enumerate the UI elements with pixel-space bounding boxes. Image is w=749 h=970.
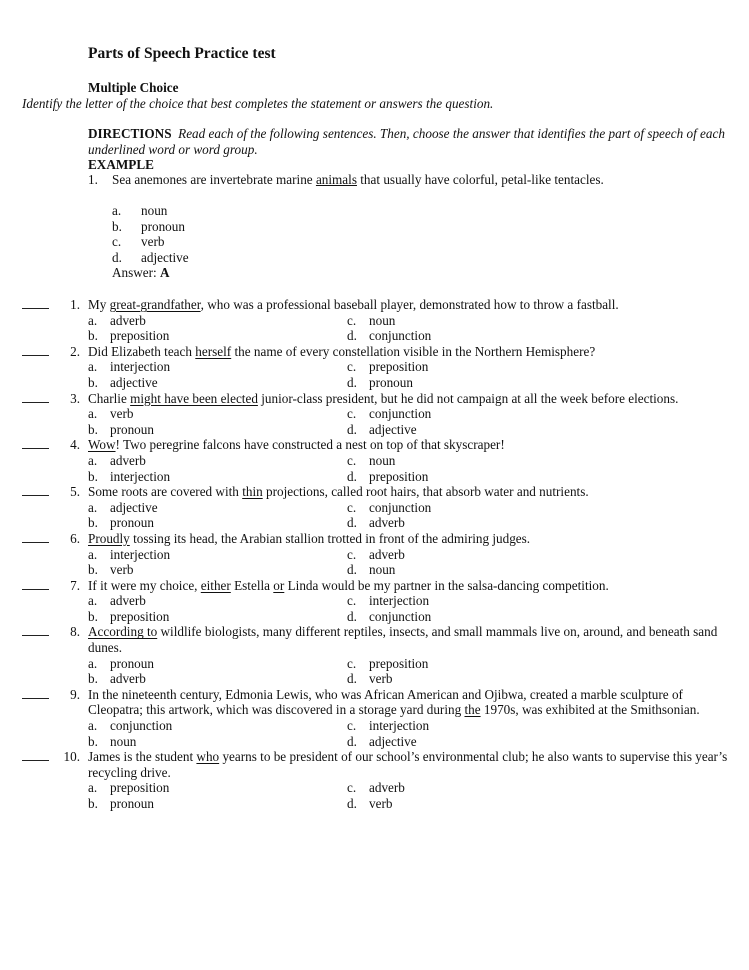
option-letter: d. [347,671,357,687]
underlined-word: herself [195,343,232,359]
underlined-word: According to [88,624,158,640]
answer-option [88,593,347,609]
option-text: adjective [369,421,417,437]
option-text: noun [110,733,137,749]
question-stem [88,624,728,655]
option-text: interjection [369,718,430,734]
option-letter: d. [112,249,122,265]
answer-options [88,547,749,578]
option-text: verb [110,562,134,578]
option-text: adverb [110,671,146,687]
question-item [0,391,749,438]
stem-text: If it were my choice, [88,577,201,593]
question-number: 8. [70,624,80,640]
stem-text: James is the student [88,749,197,765]
option-letter: b. [88,374,98,390]
option-letter: c. [347,780,357,796]
option-letter: a. [88,780,98,796]
option-text: noun [141,203,168,218]
option-text: interjection [110,468,171,484]
stem-text: junior-class president, but he did not campaign at all the week before elections. [257,390,679,406]
question-item [0,578,749,625]
question-item [0,297,749,344]
option-text: preposition [110,328,170,344]
section-instruction: Identify the letter of the choice that best completes the statement or answers the question. [22,96,494,111]
example-option [112,250,189,266]
option-text: adverb [369,546,405,562]
underlined-word: great-grandfather [109,297,201,312]
option-text: conjunction [110,718,173,734]
example-option [112,203,189,219]
answer-option [347,469,647,485]
option-text: pronoun [110,515,154,531]
answer-options [88,780,749,811]
example-options [112,203,189,265]
answer-value: A [159,265,170,280]
stem-text: yearns to be president of our school’s environmental club; he also wants to supervise this year’s recycling drive. [88,749,728,780]
stem-text: tossing its head, the Arabian stallion trotted in front of the admiring judges. [129,530,531,546]
stem-text: projections, called root hairs, that absorb water and nutrients. [262,484,589,500]
underlined-word: the [464,702,481,718]
option-letter: a. [112,203,122,218]
option-letter: c. [347,452,357,468]
answer-option [88,500,347,516]
option-letter: d. [347,515,357,531]
option-letter: d. [347,328,357,344]
option-letter: b. [112,218,122,234]
answer-option [88,422,347,438]
option-letter: a. [88,593,98,609]
option-text: adjective [110,374,158,390]
option-letter: b. [88,733,98,749]
option-letter: a. [88,499,98,515]
option-letter: b. [88,562,98,578]
question-item [0,687,749,749]
example-number: 1. [88,172,98,187]
stem-text: wildlife biologists, many different reptiles, insects, and small mammals live on, around, and beneath sand dunes. [88,624,718,656]
stem-text: , who was a professional baseball player, demonstrated how to throw a fastball. [200,297,619,312]
underlined-word: Proudly [88,530,130,546]
option-letter: c. [347,406,357,422]
option-text: adjective [110,499,158,515]
stem-text: In the nineteenth century, Edmonia Lewis, who was African American and Ojibwa, created a marble sculpture of Cleopatra; this artwork, which was discovered in a storage yard during [88,686,683,718]
answer-options [88,500,749,531]
directions-text: Read each of the following sentences. Then, choose the answer that identifies the part of speech of each underlined word or word group. [88,126,725,157]
stem-text: 1970s, was exhibited at the Smithsonian. [480,702,700,718]
option-text: adjective [369,733,417,749]
answer-option [88,718,347,734]
option-text: adverb [110,593,146,609]
option-letter: b. [88,515,98,531]
option-text: adverb [369,515,405,531]
answer-options [88,313,749,344]
answer-option [347,375,647,391]
answer-option [88,359,347,375]
answer-option [88,780,347,796]
answer-option [88,515,347,531]
option-text: interjection [369,593,430,609]
answer-blank[interactable] [22,749,49,761]
option-text: adverb [110,452,146,468]
answer-option [347,359,647,375]
answer-option [88,406,347,422]
option-text: adverb [110,312,146,328]
option-letter: c. [347,593,357,609]
option-text: preposition [369,468,429,484]
answer-option [347,609,647,625]
answer-label: Answer: [112,265,160,280]
option-text: adjective [141,249,189,265]
option-text: interjection [110,546,171,562]
question-stem [88,391,728,407]
answer-option [347,593,647,609]
option-text: pronoun [110,796,154,811]
answer-option [88,453,347,469]
answer-option [347,515,647,531]
answer-options [88,593,749,624]
answer-options [88,656,749,687]
question-item [0,344,749,391]
answer-option [88,796,347,812]
option-letter: a. [88,359,98,375]
underlined-word: animals [315,172,357,187]
option-letter: c. [112,234,122,250]
answer-option [347,734,647,750]
option-text: verb [369,671,393,687]
option-letter: b. [88,671,98,687]
answer-options [88,359,749,390]
option-letter: b. [88,468,98,484]
option-text: pronoun [141,218,185,234]
option-letter: c. [347,499,357,515]
example-question [88,172,608,188]
answer-blank[interactable] [22,531,49,543]
option-letter: d. [347,562,357,578]
option-letter: a. [88,718,98,734]
option-letter: b. [88,608,98,624]
answer-option [88,469,347,485]
answer-option [88,562,347,578]
question-stem [88,578,728,594]
stem-text: Sea anemones are invertebrate marine [112,172,316,187]
option-letter: b. [88,421,98,437]
question-item [0,749,749,811]
answer-option [347,780,647,796]
answer-blank[interactable] [22,391,49,403]
option-letter: c. [347,718,357,734]
option-letter: a. [88,452,98,468]
option-text: conjunction [369,406,432,422]
option-text: interjection [110,359,171,375]
answer-option [88,313,347,329]
answer-options [88,718,749,749]
option-letter: b. [88,796,98,811]
option-text: preposition [110,780,170,796]
stem-text: Estella [230,577,274,593]
answer-blank[interactable] [22,687,49,699]
option-letter: b. [88,328,98,344]
answer-option [88,547,347,563]
answer-option [347,313,647,329]
question-number: 1. [70,297,80,312]
question-stem [88,687,728,718]
answer-option [88,609,347,625]
stem-text: ! Two peregrine falcons have constructed a nest on top of that skyscraper! [115,437,505,453]
option-text: pronoun [110,421,154,437]
question-number: 9. [70,686,80,702]
directions-label: DIRECTIONS [88,126,172,141]
stem-text: Some roots are covered with [88,484,243,500]
option-text: conjunction [369,499,432,515]
stem-text: My [88,297,110,312]
question-number: 7. [70,577,80,593]
option-text: pronoun [369,374,413,390]
option-text: verb [141,234,165,250]
page-title: Parts of Speech Practice test [88,45,276,62]
answer-option [88,375,347,391]
question-stem [88,437,728,453]
question-item [0,624,749,686]
example-answer [112,265,170,281]
option-letter: d. [347,608,357,624]
question-stem [88,749,728,780]
option-text: conjunction [369,608,432,624]
answer-blank[interactable] [22,297,49,309]
answer-option [347,562,647,578]
example-option [112,219,189,235]
underlined-word: might have been elected [130,390,258,406]
question-number: 2. [70,343,80,359]
question-number: 3. [70,390,80,406]
option-letter: a. [88,655,98,671]
answer-option [347,656,647,672]
directions [88,126,728,157]
stem-text: Charlie [88,390,131,406]
option-text: verb [369,796,393,811]
example-label: EXAMPLE [88,157,154,172]
option-text: noun [369,452,396,468]
option-letter: d. [347,468,357,484]
stem-text: that usually have colorful, petal-like tentacles. [356,172,604,187]
option-letter: c. [347,655,357,671]
answer-option [88,656,347,672]
option-text: adverb [369,780,405,796]
answer-option [88,671,347,687]
section-heading: Multiple Choice [88,80,179,95]
answer-blank[interactable] [22,578,49,590]
stem-text: Did Elizabeth teach [88,343,196,359]
answer-options [88,406,749,437]
option-text: noun [369,312,396,328]
question-stem [88,297,728,313]
answer-option [347,718,647,734]
example-stem [112,172,608,188]
question-number: 4. [70,437,80,453]
question-number: 6. [70,530,80,546]
stem-text: the name of every constellation visible in the Northern Hemisphere? [231,343,596,359]
answer-option [347,500,647,516]
answer-option [347,422,647,438]
answer-option [347,671,647,687]
option-text: pronoun [110,655,154,671]
question-item [0,484,749,531]
question-stem [88,344,728,360]
option-letter: a. [88,312,98,328]
option-text: noun [369,562,396,578]
underlined-word: either [200,577,231,593]
option-text: preposition [369,359,429,375]
answer-options [88,453,749,484]
option-letter: a. [88,406,98,422]
underlined-word: thin [242,484,263,500]
option-text: verb [110,406,134,422]
answer-blank[interactable] [22,437,49,449]
answer-option [347,328,647,344]
option-letter: d. [347,796,357,811]
option-letter: d. [347,733,357,749]
option-text: preposition [110,608,170,624]
question-list [0,297,749,812]
option-letter: d. [347,374,357,390]
question-number: 10. [63,749,80,765]
option-text: conjunction [369,328,432,344]
option-letter: a. [88,546,98,562]
example-option [112,234,189,250]
answer-option [347,453,647,469]
answer-blank[interactable] [22,624,49,636]
option-text: preposition [369,655,429,671]
option-letter: d. [347,421,357,437]
answer-option [88,328,347,344]
question-item [0,531,749,578]
question-item [0,437,749,484]
answer-option [88,734,347,750]
option-letter: c. [347,359,357,375]
option-letter: c. [347,546,357,562]
question-stem [88,531,728,547]
underlined-word: Wow [88,437,116,453]
stem-text: Linda would be my partner in the salsa-dancing competition. [284,577,609,593]
underlined-word: or [273,577,285,593]
answer-option [347,406,647,422]
answer-blank[interactable] [22,484,49,496]
answer-blank[interactable] [22,344,49,356]
question-stem [88,484,728,500]
underlined-word: who [196,749,220,765]
answer-option [347,796,647,812]
question-number: 5. [70,484,80,500]
answer-option [347,547,647,563]
option-letter: c. [347,312,357,328]
